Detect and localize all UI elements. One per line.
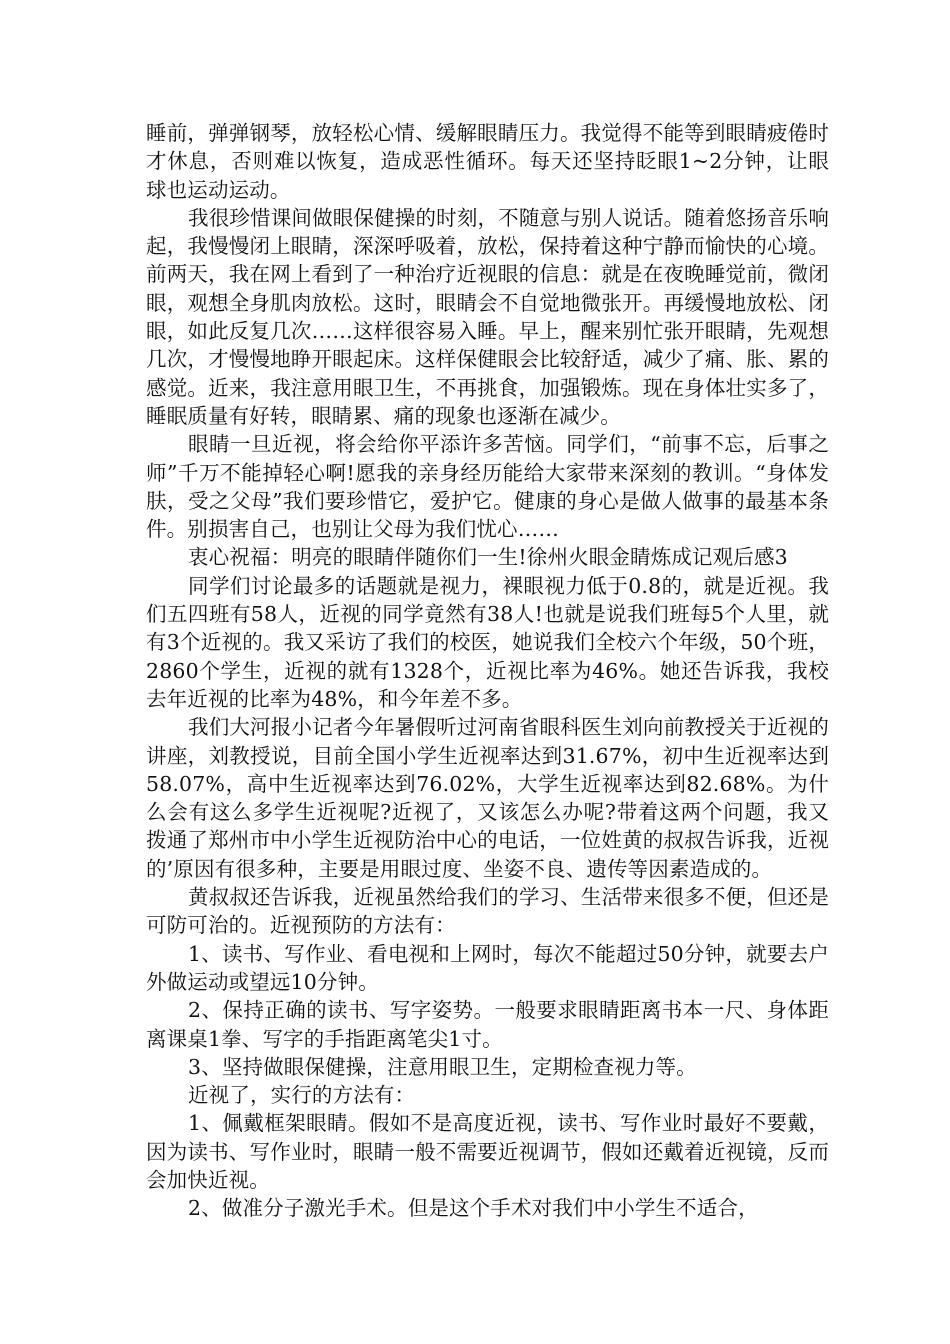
paragraph-6: 我们大河报小记者今年暑假听过河南省眼科医生刘向前教授关于近视的讲座，刘教授说，目前全国小学生近视率达到31.67%，初中生近视率达到58.07%，高中生近视率达到76.02%，大学生近视率达到82.68%。为什么会有这么多学生近视呢?近视了，又该怎么办呢?带着这两个问题，我又拨通了郑州市中小学生近视防治中心的电话，一位姓黄的叔叔告诉我，近视的’原因有很多种，主要是用眼过度、坐姿不良、遗传等因素造成的。 [146,715,829,881]
paragraph-9: 2、保持正确的读书、写字姿势。一般要求眼睛距离书本一尺、身体距离课桌1拳、写字的手指距离笔尖1寸。 [146,998,829,1051]
paragraph-5: 同学们讨论最多的话题就是视力，裸眼视力低于0.8的，就是近视。我们五四班有58人，近视的同学竟然有38人!也就是说我们班每5个人里，就有3个近视的。我又采访了我们的校医，她说我们全校六个年级，50个班，2860个学生，近视的就有1328个，近视比率为46%。她还告诉我，我校去年近视的比率为48%，和今年差不多。 [146,573,829,711]
paragraph-12: 1、佩戴框架眼睛。假如不是高度近视，读书、写作业时最好不要戴，因为读书、写作业时，眼睛一般不需要近视调节，假如还戴着近视镜，反而会加快近视。 [146,1111,829,1192]
paragraph-4: 衷心祝福：明亮的眼睛伴随你们一生!徐州火眼金睛炼成记观后感3 [188,545,788,570]
paragraph-1: 睡前，弹弹钢琴，放轻松心情、缓解眼睛压力。我觉得不能等到眼睛疲倦时才休息，否则难以恢复，造成恶性循环。每天还坚持眨眼1~2分钟，让眼球也运动运动。 [146,121,829,202]
paragraph-7: 黄叔叔还告诉我，近视虽然给我们的学习、生活带来很多不便，但还是可防可治的。近视预防的方法有： [146,885,829,938]
paragraph-8: 1、读书、写作业、看电视和上网时，每次不能超过50分钟，就要去户外做运动或望远10分钟。 [146,941,829,994]
paragraph-13: 2、做准分子激光手术。但是这个手术对我们中小学生不适合， [188,1196,759,1221]
paragraph-10: 3、坚持做眼保健操，注意用眼卫生，定期检查视力等。 [188,1054,697,1079]
paragraph-3: 眼睛一旦近视，将会给你平添许多苦恼。同学们，“前事不忘，后事之师”千万不能掉轻心啊!愿我的亲身经历能给大家带来深刻的教训。“身体发肤，受之父母”我们要珍惜它，爱护它。健康的身心是做人做事的最基本条件。别损害自己，也别让父母为我们忧心…… [146,432,829,542]
paragraph-11: 近视了，实行的方法有： [188,1083,416,1108]
body-text [146,119,829,1223]
paragraph-2: 我很珍惜课间做眼保健操的时刻，不随意与别人说话。随着悠扬音乐响起，我慢慢闭上眼睛，深深呼吸着，放松，保持着这种宁静而愉快的心境。前两天，我在网上看到了一种治疗近视眼的信息：就是在夜晚睡觉前，微闭眼，观想全身肌肉放松。这时，眼睛会不自觉地微张开。再缓慢地放松、闭眼，如此反复几次……这样很容易入睡。早上，醒来别忙张开眼睛，先观想几次，才慢慢地睁开眼起床。这样保健眼会比较舒适，减少了痛、胀、累的感觉。近来，我注意用眼卫生，不再挑食，加强锻炼。现在身体壮实多了，睡眠质量有好转，眼睛累、痛的现象也逐渐在减少。 [146,205,829,428]
